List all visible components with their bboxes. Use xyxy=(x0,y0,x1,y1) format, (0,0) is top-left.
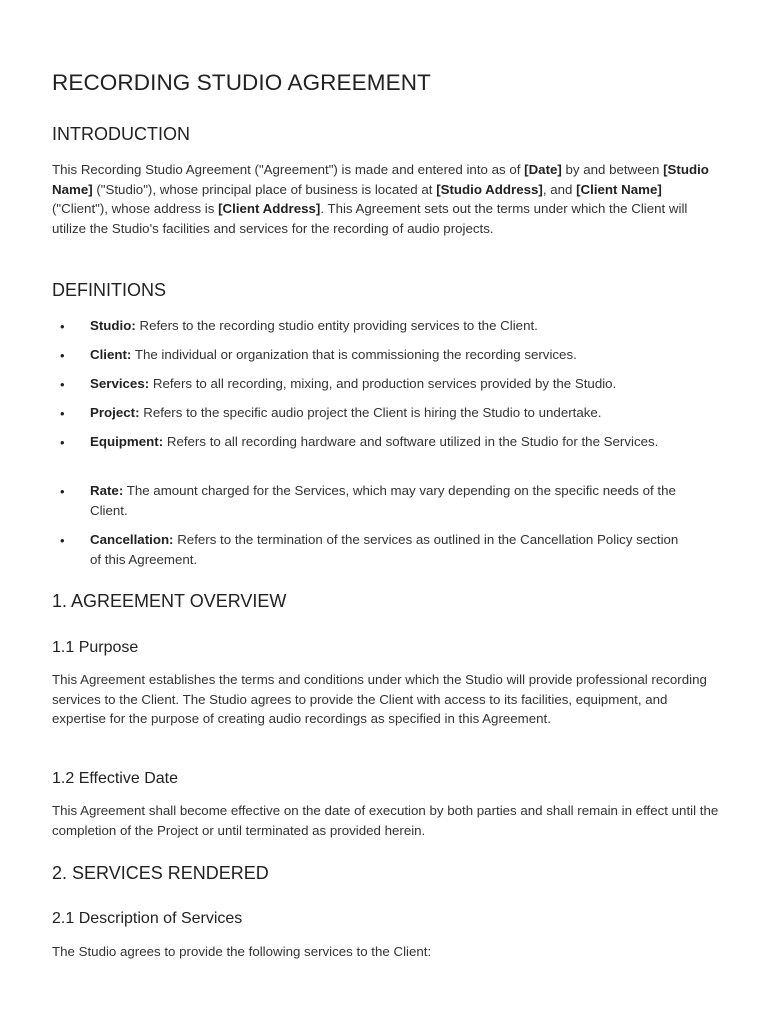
definition-text: Refers to the termination of the services as outlined in the Cancellation Policy section of this Agreement. xyxy=(90,532,679,567)
intro-text-3: ("Studio"), whose principal place of business is located at xyxy=(92,181,437,197)
description-of-services-paragraph: The Studio agrees to provide the following services to the Client: xyxy=(52,944,432,959)
definition-text: The amount charged for the Services, which may vary depending on the specific needs of the Client. xyxy=(90,483,676,518)
introduction-heading: INTRODUCTION xyxy=(52,124,190,144)
intro-text-5: ("Client"), whose address is xyxy=(52,201,219,217)
description-of-services-heading: 2.1 Description of Services xyxy=(52,910,243,927)
definition-term: Studio: xyxy=(90,318,136,333)
definition-text: Refers to the specific audio project the Client is hiring the Studio to undertake. xyxy=(139,405,602,420)
intro-text-4: , and xyxy=(542,181,577,197)
purpose-paragraph: This Agreement establishes the terms and conditions under which the Studio will provide professional recording services to the Client. The Studio agrees to provide the Client with access to its facilities, equipment, and expertise for the purpose of creating audio recordings as specified in this Agreement. xyxy=(52,672,707,727)
definition-term: Client: xyxy=(90,347,132,362)
bullet-icon: • xyxy=(60,377,65,392)
definition-term: Cancellation: xyxy=(90,532,174,547)
definitions-heading: DEFINITIONS xyxy=(52,280,167,300)
definition-term: Rate: xyxy=(90,483,124,498)
introduction-paragraph xyxy=(52,160,720,238)
section-2-heading: 2. SERVICES RENDERED xyxy=(52,863,269,883)
effective-date-heading: 1.2 Effective Date xyxy=(52,770,178,787)
studio-address-placeholder: [Studio Address] xyxy=(436,181,543,197)
client-address-placeholder: [Client Address] xyxy=(218,201,321,217)
definition-term: Project: xyxy=(90,405,140,420)
definition-text: Refers to all recording hardware and software utilized in the Studio for the Services. xyxy=(163,434,659,449)
client-name-placeholder: [Client Name] xyxy=(576,181,662,197)
definition-text: The individual or organization that is commissioning the recording services. xyxy=(131,347,577,362)
studio-name-placeholder: [Studio Name] xyxy=(52,162,709,197)
definition-term: Services: xyxy=(90,376,150,391)
purpose-heading: 1.1 Purpose xyxy=(52,639,139,656)
bullet-icon: • xyxy=(60,319,65,334)
intro-text-6: . This Agreement sets out the terms under which the Client will utilize the Studio's facilities and services for the recording of audio projects. xyxy=(52,201,688,236)
effective-date-paragraph: This Agreement shall become effective on the date of execution by both parties and shall remain in effect until the completion of the Project or until terminated as provided herein. xyxy=(52,803,719,838)
date-placeholder: [Date] xyxy=(524,162,562,177)
section-1-heading: 1. AGREEMENT OVERVIEW xyxy=(52,591,287,611)
bullet-icon: • xyxy=(60,406,65,421)
bullet-icon: • xyxy=(60,348,65,363)
bullet-icon: • xyxy=(60,435,65,450)
definition-term: Equipment: xyxy=(90,434,164,449)
definition-text: Refers to the recording studio entity providing services to the Client. xyxy=(135,318,538,333)
document-title: RECORDING STUDIO AGREEMENT xyxy=(52,70,431,95)
bullet-icon: • xyxy=(60,533,65,548)
intro-text-2: by and between xyxy=(561,162,664,177)
intro-text-1: This Recording Studio Agreement ("Agreement") is made and entered into as of xyxy=(52,162,525,177)
definition-text: Refers to all recording, mixing, and production services provided by the Studio. xyxy=(149,376,617,391)
bullet-icon: • xyxy=(60,484,65,499)
